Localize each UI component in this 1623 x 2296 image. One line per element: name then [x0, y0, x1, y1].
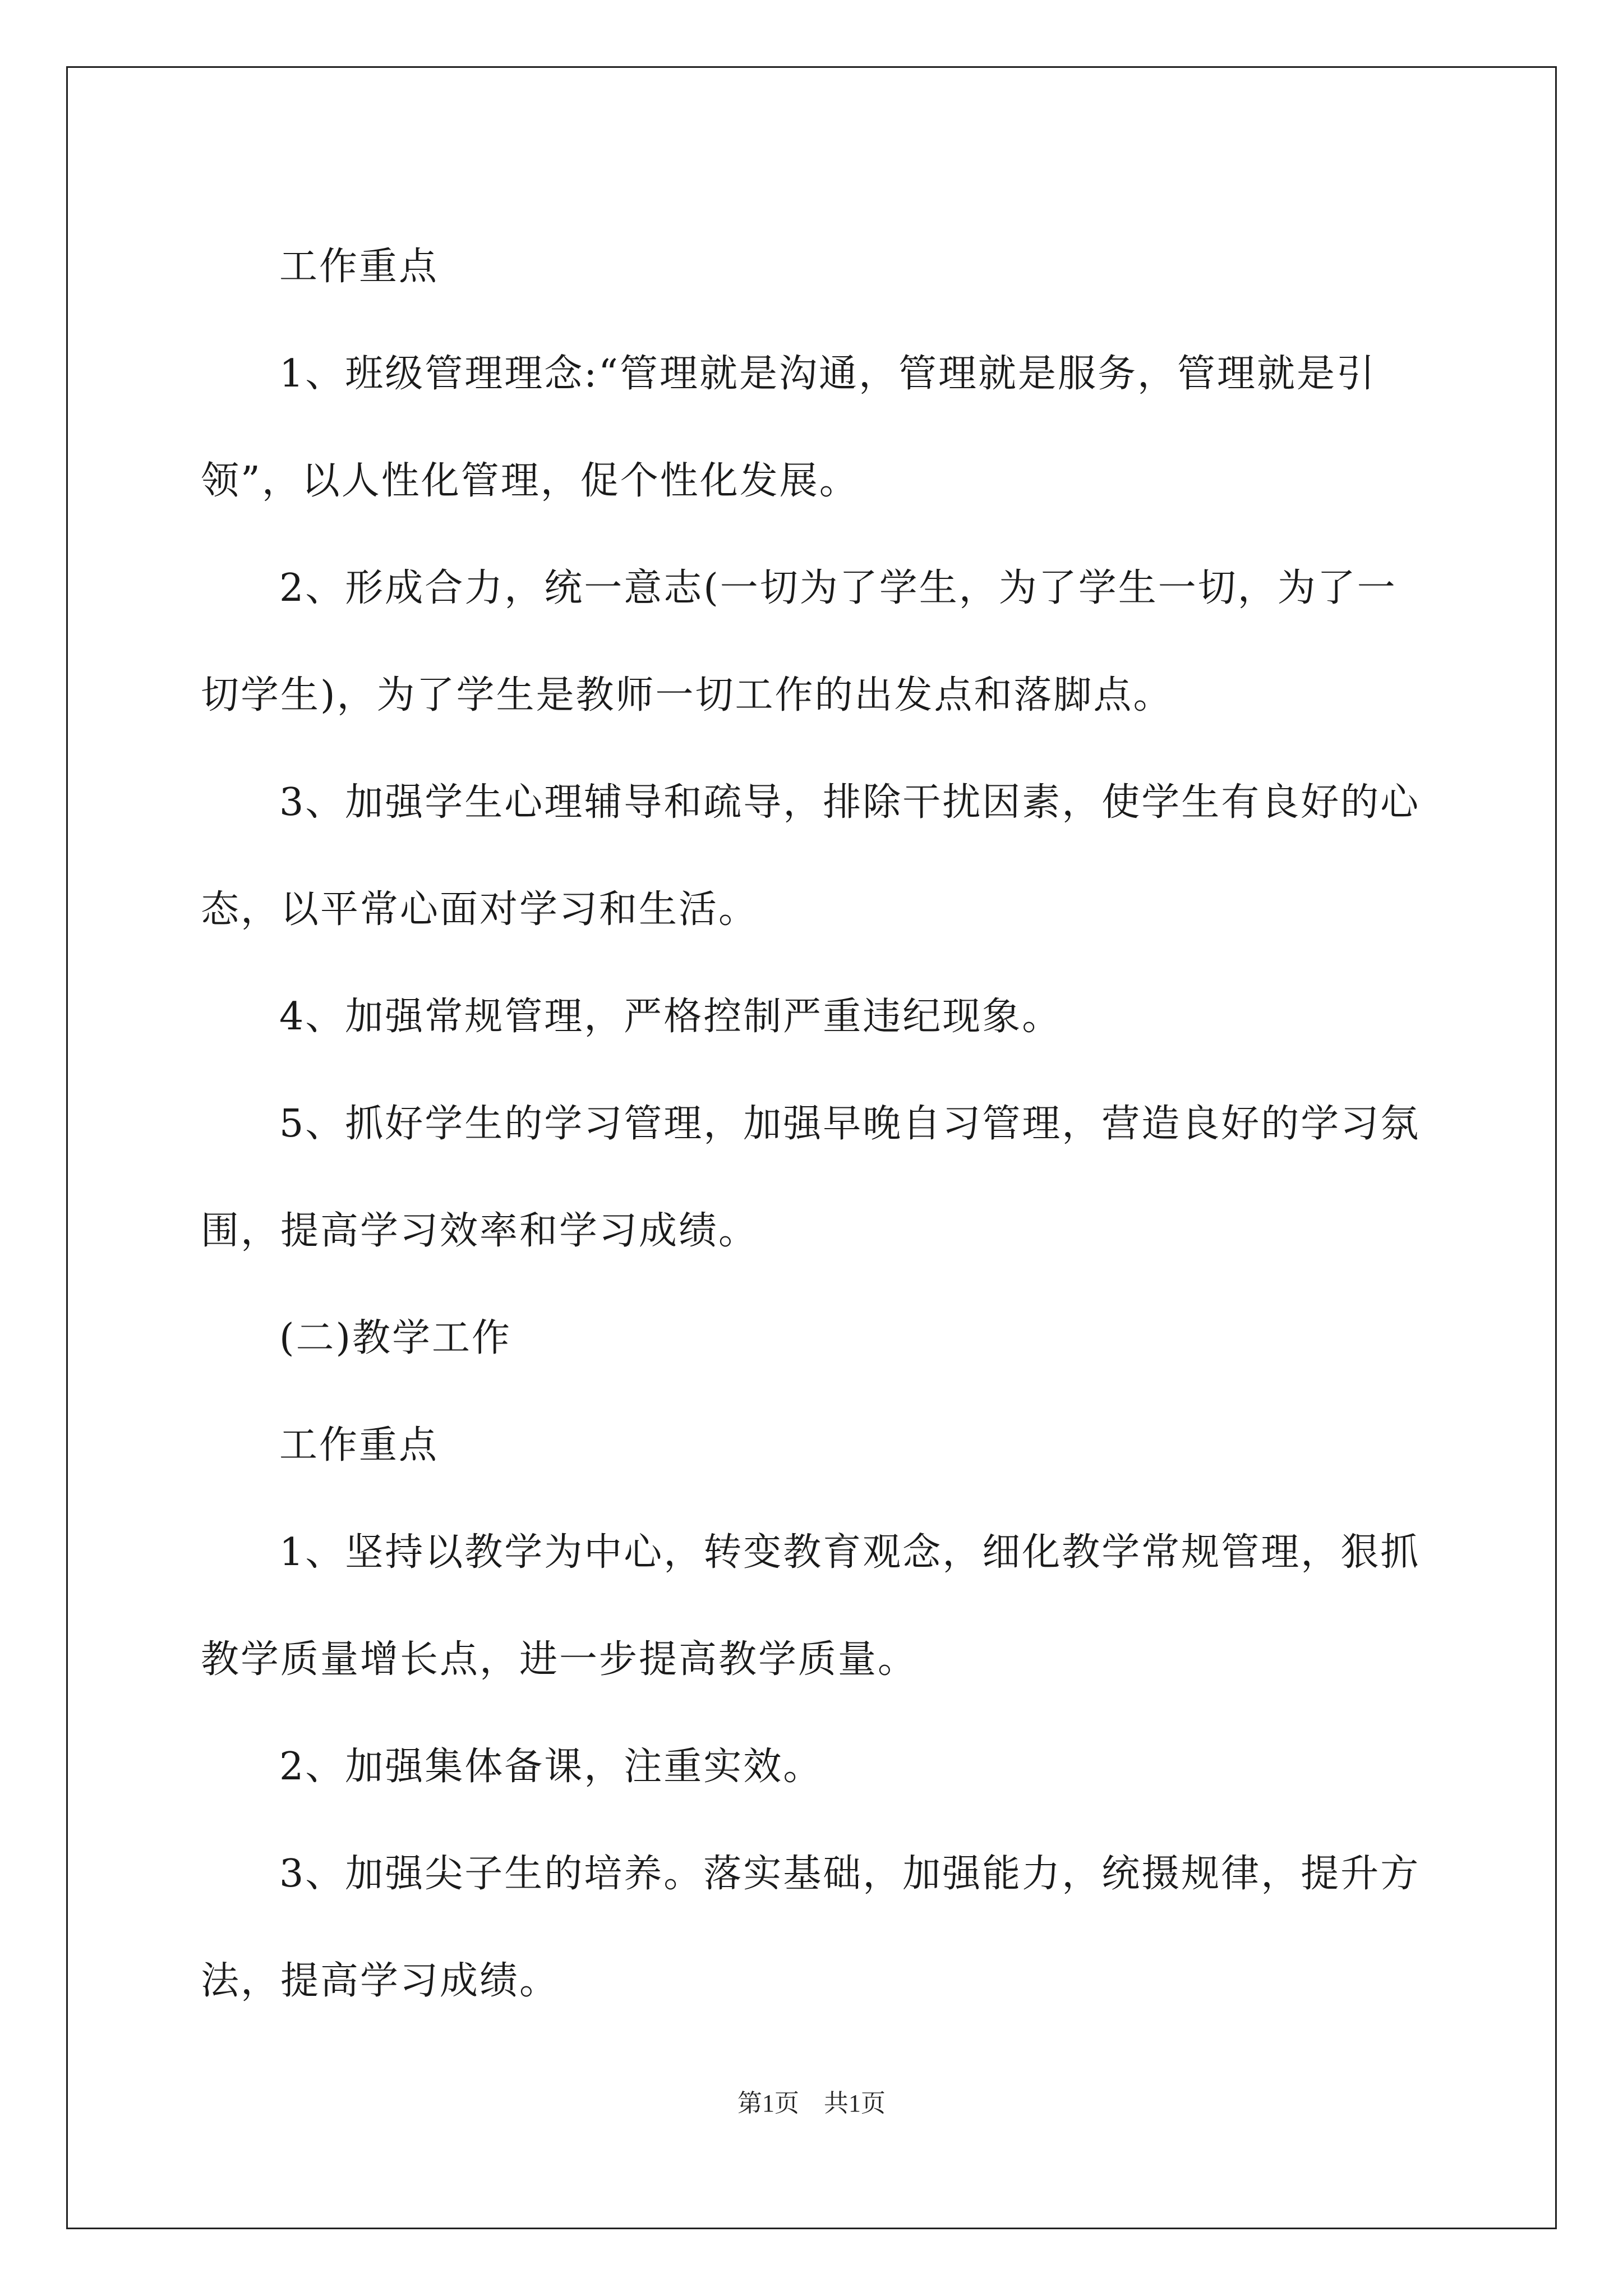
paragraph-item-2: 2、形成合力，统一意志(一切为了学生，为了学生一切，为了一切学生)，为了学生是教师一切工作的出发点和落脚点。	[201, 566, 1397, 717]
section-heading-teaching: (二)教学工作	[279, 1316, 512, 1360]
paragraph-teaching-item-2: 2、加强集体备课，注重实效。	[279, 1745, 823, 1789]
paragraph-heading-work-focus: 工作重点	[279, 245, 439, 289]
paragraph-item-3: 3、加强学生心理辅导和疏导，排除干扰因素，使学生有良好的心态，以平常心面对学习和生活。	[201, 780, 1421, 932]
page-number-current: 第1页	[737, 2090, 799, 2117]
paragraph-teaching-item-3: 3、加强尖子生的培养。落实基础，加强能力，统摄规律，提升方法，提高学习成绩。	[201, 1852, 1421, 2003]
paragraph-heading-work-focus-2: 工作重点	[279, 1423, 439, 1467]
paragraph-item-4: 4、加强常规管理，严格控制严重违纪现象。	[279, 995, 1062, 1039]
document-body	[201, 213, 1427, 2035]
page-footer	[0, 2087, 1623, 2120]
paragraph-item-5: 5、抓好学生的学习管理，加强早晚自习管理，营造良好的学习氛围，提高学习效率和学习成绩。	[201, 1102, 1421, 1253]
page-number-total: 共1页	[824, 2090, 886, 2117]
paragraph-teaching-item-1: 1、坚持以教学为中心，转变教育观念，细化教学常规管理，狠抓教学质量增长点，进一步提高教学质量。	[201, 1530, 1421, 1682]
paragraph-item-1: 1、班级管理理念:“管理就是沟通，管理就是服务，管理就是引领”，以人性化管理，促个性化发展。	[201, 352, 1376, 503]
